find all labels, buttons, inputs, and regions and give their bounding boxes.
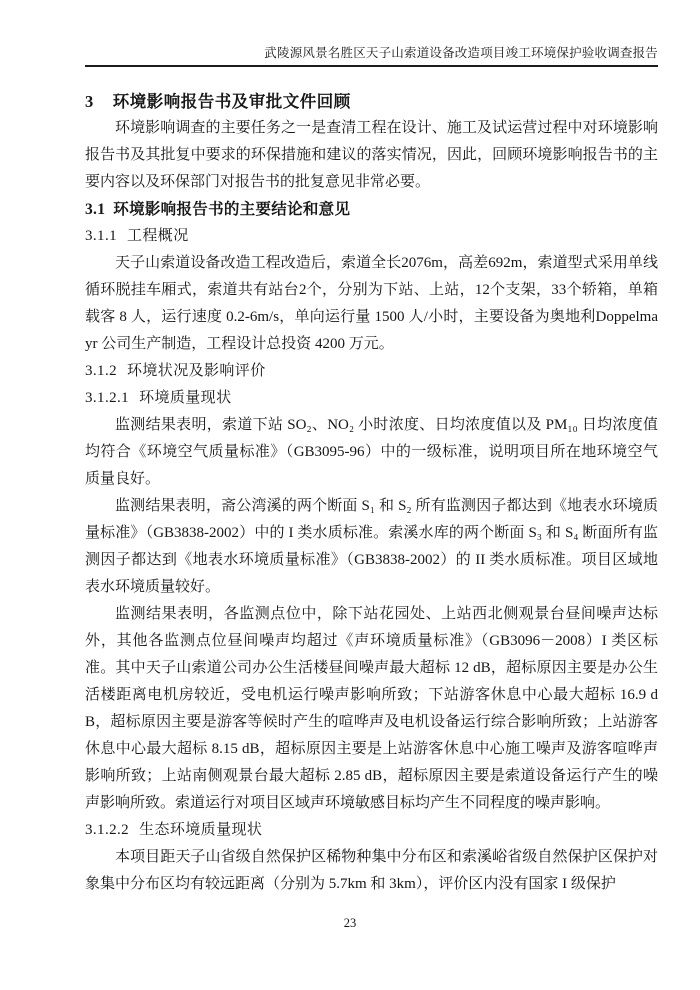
- paragraph-air-quality: 监测结果表明，索道下站 SO₂、NO₂ 小时浓度、日均浓度值以及 PM₁₀ 日均浓度值均符合《环境空气质量标准》（GB3095-96）中的一级标准，说明项目所在地环境空气质量良好。: [85, 417, 658, 487]
- section-number: 3: [85, 92, 94, 111]
- section-heading-3-1-2-1: [85, 385, 658, 412]
- section-number: 3.1.2: [85, 363, 117, 379]
- section-title: 工程概况: [127, 228, 189, 244]
- section-title: 环境影响报告书的主要结论和意见: [113, 201, 351, 218]
- section-title: 环境质量现状: [139, 390, 232, 406]
- section-number: 3.1.2.2: [85, 822, 130, 838]
- section-number: 3.1.2.1: [85, 390, 130, 406]
- paragraph-project-overview: 天子山索道设备改造工程改造后，索道全长2076m，高差692m，索道型式采用单线循环脱挂车厢式，索道共有站台2个，分别为下站、上站，12个支架，33个轿箱，单箱载客 8 人，运行速度 0.2-6m/s，单向运行量 1500 人/小时，主要设备为奥地利Doppelmayr 公司生产制造，工程设计总投资 4200 万元。: [85, 255, 658, 352]
- section-number: 3.1: [85, 201, 106, 218]
- paragraph-water-quality: 监测结果表明，斋公湾溪的两个断面 S₁ 和 S₂ 所有监测因子都达到《地表水环境质量标准》（GB3838-2002）中的 I 类水质标准。索溪水库的两个断面 S₃ 和 S₄ 断面所有监测因子都达到《地表水环境质量标准》（GB3838-2002）的 II 类水质标准。项目区域地表水环境质量较好。: [85, 498, 658, 595]
- document-body: [85, 88, 658, 898]
- header-rule: [85, 65, 658, 67]
- section-title: 环境状况及影响评价: [127, 363, 266, 379]
- section-heading-3-1-2: [85, 358, 658, 385]
- paragraph-noise: 监测结果表明，各监测点位中，除下站花园处、上站西北侧观景台昼间噪声达标外，其他各监测点位昼间噪声均超过《声环境质量标准》（GB3096－2008）I 类区标准。其中天子山索道公司办公生活楼昼间噪声最大超标 12 dB，超标原因主要是办公生活楼距离电机房较近，受电机运行噪声影响所致；下站游客休息中心最大超标 16.9 dB，超标原因主要是游客等候时产生的喧哗声及电机设备运行综合影响所致；上站游客休息中心最大超标 8.15 dB，超标原因主要是上站游客休息中心施工噪声及游客喧哗声影响所致；上站南侧观景台最大超标 2.85 dB，超标原因主要是索道设备运行产生的噪声影响所致。索道运行对项目区域声环境敏感目标均产生不同程度的噪声影响。: [85, 606, 658, 811]
- section-number: 3.1.1: [85, 228, 117, 244]
- section-heading-3-1: [85, 196, 658, 223]
- page-number: 23: [343, 916, 357, 930]
- page-header-title: 武陵源风景名胜区天子山索道设备改造项目竣工环境保护验收调查报告: [264, 46, 658, 60]
- paragraph-ecology: 本项目距天子山省级自然保护区稀物种集中分布区和索溪峪省级自然保护区保护对象集中分布区均有较远距离（分别为 5.7km 和 3km），评价区内没有国家 I 级保护: [85, 849, 658, 892]
- paragraph-intro: 环境影响调查的主要任务之一是查清工程在设计、施工及试运营过程中对环境影响报告书及其批复中要求的环保措施和建议的落实情况，因此，回顾环境影响报告书的主要内容以及环保部门对报告书的批复意见非常必要。: [85, 120, 658, 190]
- section-title: 生态环境质量现状: [139, 822, 263, 838]
- section-heading-3-1-1: [85, 223, 658, 250]
- section-heading-3: [85, 88, 658, 115]
- section-title: 环境影响报告书及审批文件回顾: [112, 92, 351, 111]
- section-heading-3-1-2-2: [85, 817, 658, 844]
